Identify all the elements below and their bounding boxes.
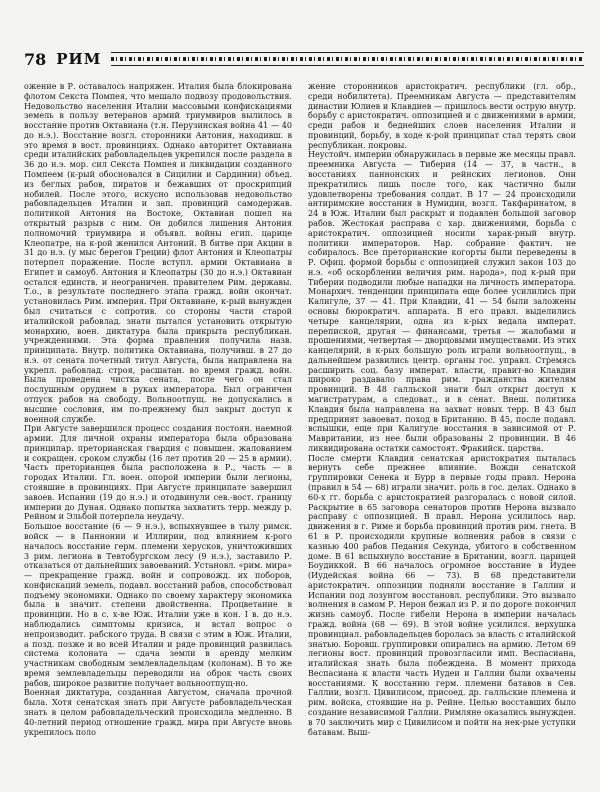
running-head: РИМ [56, 50, 102, 68]
paragraph: жение сторонников аристократич. республики (гл. обр., среди нобилитета). Преемникам Августа — представителям династии Юлиев и Клавдиев — пришлось вести острую внутр. борьбу с аристократич. оппозицией и с движениями в армии, среди рабов и беднейших слоев населения Италии и провинций, борьбу, в ходе к-рой принципат стал терять свои республикан. покровы. [308, 82, 576, 150]
paragraph: Большое восстание (6 — 9 н.э.), вспыхнувшее в тылу римск. войск — в Паннонии и Иллирии, под влиянием к-рого началось восстание герм. племени херусков, уничтоживших 3 рим. легиона в Тевтобургском лесу (9 н.э.), заставило Р. отказаться от дальнейших завоеваний. Установл. «рим. мира» — прекращение гражд. войн и сопровожд. их поборов, конфискаций земель, подавл. восстаний рабов, способствовал подъему экономики. Однако по своему характеру экономика была в значит. степени двойственна. Процветание в провинции. Но в с. х-ве Юж. Италии уже в кон. I в. до н.э. наблюдались симптомы кризиса, и встал вопрос о непроизводит. рабского труда. В связи с этим в Юж. Италии, а позд. позже и во всей Италии и ряде провинций развилась система колоната — сдача земли в аренду мелким участникам свободным землевладельцам (колонам). В то же время землевладельцы переводили на оброк часть своих рабов, широкое развитие получает вольноотпущ-но. [24, 522, 292, 688]
paragraph: После смерти Клавдия сенатская аристократия пыталась вернуть себе прежнее влияние. Вожди сенатской группировки Сенека и Бурр в первые годы правл. Нерона (правил в 54 — 68) играли значит. роль в гос. делах. Однако в 60-х гг. борьба с аристократией разгоралась с новой силой. Раскрытие в 65 заговора сенаторов против Нерона вызвало расправу с оппозицией. В правл. Нерона усилилось нар. движения в г. Риме и борьба провинций против рим. гнета. В 61 в Р. происходили крупные волнения рабов в связи с казнью 400 рабов Педания Секунда, убитого в собственном доме. В 61 вспыхнуло восстание в Британии, возгл. царицей Боудиккой. В 66 началось огромное восстание в Иудее (Иудейская война 66 — 73). В 68 представители аристократич. оппозиции подняли восстание в Галлии и Испании под лозунгом восстановл. республики. Это вызвало волнения в самом Р. Нерон бежал из Р. и по дороге покончил жизнь самоуб. После гибели Нерона в империи началась гражд. война (68 — 69). В этой войне усилился. верхушка провинциал. рабовладельцев боролась за власть с италийской знатью. Боровш. группировки опирались на армию. Летом 69 легионы вост. провинций провозгласили имп. Веспасиана, италийская знать была побеждена. В момент прихода Веспасиана к власти часть Иудеи и Галлии были охвачены восстаниями. К восстанию герм. племени батавов в Сев. Галлии, возгл. Цивилисом, присоед. др. галльские племена и рим. войска, стоявшие на р. Рейне. Целью восставших было создание независимой Галлии. Римляне оказались вынужден. в 70 заключить мир с Цивилисом и пойти на нек-рые уступки батавам. Выш- [308, 453, 576, 737]
right-column [308, 82, 576, 737]
left-column [24, 82, 292, 737]
ornament-border [111, 52, 584, 66]
paragraph: ожение в Р. оставалось напряжен. Италия была блокирована флотом Секста Помпея, что мешало подвозу продовольствия. Недовольство населения Италии массовыми конфискациями земель в пользу ветеранов армий триумвиров вылилось в восстание против Октавиана (т.н. Перузинская война 41 — 40 до н.э.). Восстание возгл. сторонники Антония, находивш. в это время в вост. провинциях. Однако авторитет Октавиана среди италийских рабовладельцев укрепился после раздела в 36 до н.э. мор. сил Секста Помпея и ликвидации созданного Помпеем (к-рый обосновался в Сицилии и Сардинии) объед. из беглых рабов, пиратов и бежавших от проскрипций нобилей. После этого, искусно использовав недовольство рабовладельцев Италии и зап. провинций самодержав. политикой Антония на Востоке, Октавиан пошел на открытый разрыв с ним. Он добился лишения Антония полномочий триумвира и объявл. войны егип. царице Клеопатре, на к-рой женился Антоний. В битве при Акции в 31 до н.э. (у мыс берегов Греции) флот Антония и Клеопатры потерпел поражение. После вступл. армии Октавиана в Египет и самоуб. Антония и Клеопатры (30 до н.э.) Октавиан остался единств. и неограничен. правителем Рим. державы. Т.о., в результате последнего этапа гражд. войн окончат. установилась Рим. империя. При Октавиане, к-рый вынужден был считаться с сопротив. со стороны части старой италийской рабовлад. знати пытался установить открытую монархию, воен. диктатура была прикрыта республикан. учреждениями. Эта форма правления получила назв. принципата. Внутр. политика Октавиана, получивш. в 27 до н.э. от сената почетный титул Августа, была направлена на укрепл. рабовлад. строя, расшатан. во время гражд. войн. Была проведена чистка сената, после чего он стал послушным орудием в руках императора. Был ограничен отпуск рабов на свободу. Вольноотпущ. не допускались в высшие сословия, им по-прежнему был закрыт доступ к военной службе. [24, 82, 292, 424]
page-number: 78 [24, 49, 47, 69]
paragraph: При Августе завершился процесс создания постоян. наемной армии. Для личной охраны императора была образована принципар. преторианская гвардия с повышен. жалованием и сокращен. сроком службы (16 лет против 20 — 25 в армии). Часть преторианцев была расположена в Р., часть — в городах Италии. Гл. воен. опорой империи были легионы, стоявшие в провинциях. При Августе принципате завершил завоев. Испании (19 до н.э.) и отодвинули сев.-вост. границу империи до Дуная. Однако попытка захватить терр. между р. Рейном и Эльбой потерпела неудачу. [24, 424, 292, 522]
page-header [24, 46, 584, 72]
paragraph: Неустойч. империи обнаружилась в первые же месяцы правл. преемника Августа — Тиберия (14 — 37, в частн., в восстаниях паннонских и рейнских легионов. Они прекратились лишь после того, как частично были удовлетворены требования солдат. В 17 — 24 происходили антиримские восстания в Нумидии, возгл. Такфаринатом, в 24 в Юж. Италии был раскрыт и подавлен большой заговор рабов. Жестокая расправа с хар. движениями, борьба с аристократич. оппозицией носили харак-рный внутр. политики императоров. Нар. собрание фактич. не собиралось. Все преторианские когорты были переведены в Р. Офиц. формой борьбы с оппозицией служил закон 103 до н.э. «об оскорблении величия рим. народа», под к-рый при Тиберии подводили любые нападки на личность императора. Монархич. тенденции принципата еще более усилились при Калигуле, 37 — 41. При Клавдии, 41 — 54 были заложены основы бюрократич. аппарата. В его правл. выделились четыре канцелярии, одна из к-рых ведала императ. перепиской, другая — финансами, третья — жалобами и прошениями, четвертая — дворцовыми имуществами. Из этих канцелярий, в к-рых большую роль играли вольноотпущ., в дальнейшем развились центр. органы гос. управл. Стремясь расширить соц. базу императ. власти, правит-во Клавдия широко раздавало права рим. гражданства жителям провинций. В 48 галльской знати был открыт доступ к магистратурам, а следоват., и в сенат. Внеш. политика Клавдия была направлена на захват новых терр. В 43 был предпринят завоеват. поход в Британию. В 45, после подавл. вспышки, еще при Калигуле восстания в зависимой от Р. Мавритании, из нее были образованы 2 провинции. В 46 ликвидирована остатки самостоят. Фракийск. царства. [308, 150, 576, 453]
paragraph: Военная диктатура, созданная Августом, сначала прочной была. Хотя сенатская знать при Августе рабовладельческая знать в целом рабовладельческий происходила медленно. В 40-летний период отношение гражд. мира при Августе вновь укрепилось поло [24, 688, 292, 737]
